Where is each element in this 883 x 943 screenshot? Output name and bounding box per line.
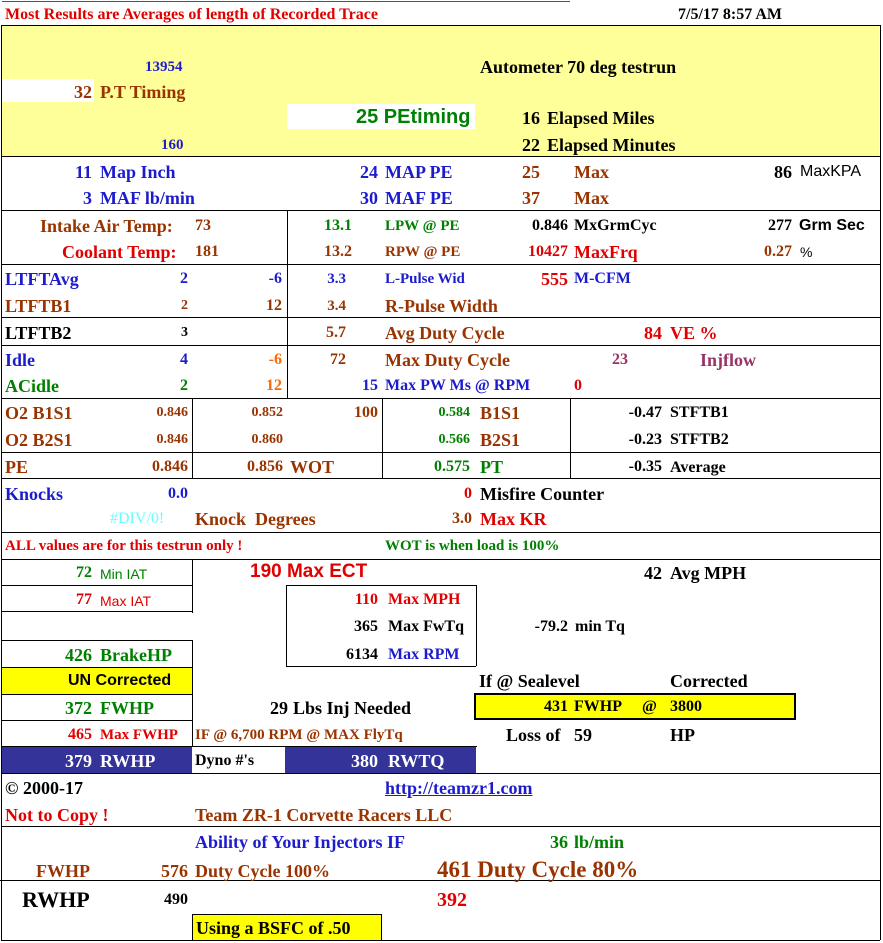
- elapsed-miles-value: 16: [522, 108, 540, 128]
- knock-div0: #DIV/0!: [110, 510, 165, 527]
- l-pulse-label: L-Pulse Wid: [385, 271, 465, 287]
- lpw-value: 13.1: [324, 217, 352, 234]
- ltftb1-a: 2: [181, 298, 188, 313]
- o2-b1s1-a: 0.846: [156, 405, 188, 420]
- o2-b2s1-d: 0.566: [438, 432, 470, 447]
- o2-b1s1-b: 0.852: [251, 405, 283, 420]
- pt-timing-label: P.T Timing: [100, 82, 186, 102]
- avg-duty-value: 5.7: [326, 324, 346, 341]
- loss-value: 59: [574, 725, 592, 745]
- min-tq-label: min Tq: [575, 618, 625, 635]
- knock-degrees-label: Knock Degrees: [195, 509, 316, 529]
- maxfrq-label: MaxFrq: [574, 242, 638, 262]
- averages-note: Most Results are Averages of length of Recorded Trace: [5, 6, 378, 23]
- elapsed-minutes-label: Elapsed Minutes: [547, 135, 676, 155]
- ltftb2-a: 3: [181, 325, 188, 340]
- brakehp-value: 426: [65, 645, 92, 665]
- max-iat-value: 77: [76, 591, 92, 608]
- number-160: 160: [161, 137, 184, 153]
- intake-air-temp-label: Intake Air Temp:: [40, 216, 173, 236]
- maxkpa-value: 86: [774, 162, 792, 182]
- rpw-value: 13.2: [324, 243, 352, 260]
- max-rpm-label: Max RPM: [388, 646, 460, 663]
- min-iat-label: Min IAT: [100, 566, 148, 582]
- max-duty-value: 72: [330, 351, 346, 368]
- o2-b1s1-c: 100: [354, 404, 378, 421]
- max-map-value: 25: [522, 162, 540, 182]
- injector-ability-heading: Ability of Your Injectors IF: [195, 832, 405, 852]
- maf-label: MAF lb/min: [100, 188, 195, 208]
- m-cfm-label: M-CFM: [574, 270, 631, 287]
- rwtq-label: RWTQ: [388, 751, 445, 771]
- sealevel-label: If @ Sealevel: [479, 671, 580, 691]
- copyright: © 2000-17: [5, 778, 83, 798]
- map-pe-label: MAP PE: [385, 162, 453, 182]
- stftb2-label: STFTB2: [670, 431, 729, 448]
- ltftavg-b: -6: [268, 270, 282, 287]
- ve-label: VE %: [670, 323, 718, 343]
- acidle-label: ACidle: [5, 376, 59, 396]
- avg-duty-label: Avg Duty Cycle: [385, 323, 505, 343]
- map-inch-value: 11: [74, 162, 92, 182]
- max-fwtq-value: 365: [354, 618, 378, 635]
- lpw-label: LPW @ PE: [385, 218, 460, 234]
- pe-value: 0.846: [152, 458, 188, 475]
- max-mph-label: Max MPH: [388, 591, 461, 608]
- ve-value: 84: [644, 323, 662, 343]
- ltftb1-b: 12: [266, 297, 282, 314]
- average-label: Average: [670, 459, 726, 476]
- rwhp-label: RWHP: [100, 751, 156, 771]
- max-pw-value: 15: [362, 377, 378, 394]
- pe-timing: 25 PEtiming: [356, 106, 471, 128]
- loss-label: Loss of: [506, 725, 561, 745]
- rwhp-100-value: 490: [164, 891, 188, 908]
- coolant-temp-label: Coolant Temp:: [62, 242, 177, 262]
- o2-b1s1-d: 0.584: [438, 405, 470, 420]
- lbs-inj-label: Lbs Inj Needed: [293, 698, 412, 718]
- loss-unit: HP: [670, 725, 695, 745]
- elapsed-minutes-value: 22: [522, 135, 540, 155]
- max-pw-label: Max PW Ms @ RPM: [385, 377, 531, 394]
- sealevel-at: @: [642, 698, 657, 715]
- map-inch-label: Map Inch: [100, 162, 176, 182]
- rwhp-value: 379: [65, 751, 92, 771]
- max-fwhp-label: Max FWHP: [100, 727, 178, 743]
- duty80-label: 461 Duty Cycle 80%: [437, 857, 639, 882]
- o2-b2s1-a: 0.846: [156, 432, 188, 447]
- dyno-numbers-label: Dyno #'s: [195, 752, 255, 769]
- grm-sec-value: 277: [768, 217, 792, 234]
- maxkpa-label: MaxKPA: [800, 163, 862, 180]
- if-6700-rpm-note: IF @ 6,700 RPM @ MAX FlyTq: [195, 727, 403, 743]
- acidle-b: 12: [266, 377, 282, 394]
- stftb1-value: -0.47: [628, 404, 662, 421]
- sealevel-fwhp-label: FWHP: [574, 698, 622, 715]
- min-iat-value: 72: [76, 564, 92, 581]
- idle-a: 4: [180, 351, 188, 368]
- pe-label: PE: [5, 457, 29, 477]
- not-to-copy: Not to Copy !: [5, 805, 109, 825]
- percent-label: %: [800, 244, 813, 260]
- company-name: Team ZR-1 Corvette Racers LLC: [195, 805, 453, 825]
- pt-o2-label: PT: [480, 457, 504, 477]
- rpw-label: RPW @ PE: [385, 244, 461, 260]
- wot-definition-note: WOT is when load is 100%: [385, 538, 560, 554]
- test-name: Autometer 70 deg testrun: [480, 57, 677, 77]
- map-pe-value: 24: [360, 162, 378, 182]
- uncorrected-label: UN Corrected: [68, 672, 172, 689]
- pt-o2-value: 0.575: [434, 458, 470, 475]
- wot-value: 0.856: [247, 458, 283, 475]
- avg-mph-value: 42: [644, 563, 662, 583]
- idle-label: Idle: [5, 350, 36, 370]
- maf-pe-value: 30: [360, 188, 378, 208]
- knocks-label: Knocks: [5, 484, 64, 504]
- fwhp-value: 372: [65, 698, 92, 718]
- stftb2-value: -0.23: [628, 431, 662, 448]
- max-kr-label: Max KR: [480, 509, 547, 529]
- average-value: -0.35: [628, 458, 662, 475]
- maf-pe-label: MAF PE: [385, 188, 453, 208]
- testrun-only-note: ALL values are for this testrun only !: [5, 538, 243, 554]
- max-iat-label: Max IAT: [100, 593, 152, 609]
- max-maf-label: Max: [574, 188, 609, 208]
- run-id-number: 13954: [145, 59, 183, 75]
- misfire-value: 0: [464, 485, 472, 502]
- o2-b1s1-d-label: B1S1: [480, 403, 521, 423]
- m-cfm-value: 555: [541, 269, 568, 289]
- r-pulse-value: 3.4: [327, 298, 346, 314]
- rwhp-80-value: 392: [437, 889, 467, 911]
- idle-b: -6: [268, 351, 282, 368]
- max-kr-value: 3.0: [452, 510, 472, 527]
- fwhp-label: FWHP: [100, 698, 154, 718]
- max-fwtq-label: Max FwTq: [388, 618, 464, 635]
- rwhp-blue-box: [2, 747, 192, 773]
- l-pulse-value: 3.3: [327, 271, 346, 287]
- o2-b2s1-label: O2 B2S1: [5, 430, 73, 450]
- misfire-label: Misfire Counter: [480, 484, 605, 504]
- bsfc-note: Using a BSFC of .50: [196, 918, 351, 938]
- duty100-label: Duty Cycle 100%: [195, 861, 330, 881]
- o2-b2s1-b: 0.860: [251, 432, 283, 447]
- coolant-temp-value: 181: [195, 243, 219, 260]
- stftb1-label: STFTB1: [670, 404, 729, 421]
- max-fwhp-value: 465: [68, 726, 92, 743]
- rwtq-blue-box: [285, 747, 476, 773]
- pt-timing-value: 32: [74, 82, 92, 102]
- duty100-value: 576: [161, 861, 188, 881]
- footer-fwhp-label: FWHP: [36, 861, 90, 881]
- max-pw-rpm: 0: [574, 377, 582, 394]
- knocks-value: 0.0: [168, 485, 188, 502]
- maf-value: 3: [83, 188, 92, 208]
- ltftavg-label: LTFTAvg: [5, 269, 79, 289]
- ltftb2-label: LTFTB2: [5, 323, 72, 343]
- maxfrq-value: 10427: [528, 243, 568, 260]
- mxgrmcyc-value: 0.846: [532, 217, 568, 234]
- max-mph-value: 110: [354, 591, 378, 608]
- rwtq-value: 380: [351, 751, 378, 771]
- header-top-rule: [2, 1, 570, 2]
- brakehp-label: BrakeHP: [100, 645, 172, 665]
- lb-min-label: lb/min: [574, 832, 625, 852]
- max-maf-value: 37: [522, 188, 540, 208]
- max-map-label: Max: [574, 162, 609, 182]
- max-rpm-value: 6134: [346, 646, 378, 663]
- ltftavg-a: 2: [180, 270, 188, 287]
- teamzr1-link[interactable]: http://teamzr1.com: [385, 778, 533, 798]
- r-pulse-label: R-Pulse Width: [385, 296, 498, 316]
- wot-label: WOT: [290, 457, 335, 477]
- min-tq-value: -79.2: [534, 618, 568, 635]
- percent-value: 0.27: [764, 243, 792, 260]
- corrected-label: Corrected: [670, 671, 748, 691]
- footer-rwhp-label: RWHP: [22, 887, 90, 912]
- lb-min-value: 36: [550, 832, 568, 852]
- o2-b1s1-label: O2 B1S1: [5, 403, 73, 423]
- sealevel-fwhp-value: 431: [544, 698, 568, 715]
- acidle-a: 2: [180, 377, 188, 394]
- elapsed-miles-label: Elapsed Miles: [547, 108, 655, 128]
- avg-mph-label: Avg MPH: [670, 563, 747, 583]
- mxgrmcyc-label: MxGrmCyc: [574, 217, 657, 234]
- max-ect: 190 Max ECT: [250, 561, 368, 582]
- ltftb1-label: LTFTB1: [5, 296, 72, 316]
- o2-b2s1-d-label: B2S1: [480, 430, 521, 450]
- intake-air-temp-value: 73: [195, 217, 211, 234]
- sealevel-rpm: 3800: [670, 698, 702, 715]
- grm-sec-label: Grm Sec: [799, 217, 865, 234]
- injflow-value: 23: [612, 351, 628, 368]
- report-datetime: 7/5/17 8:57 AM: [678, 6, 782, 23]
- lbs-inj-value: 29: [270, 698, 288, 718]
- max-duty-label: Max Duty Cycle: [385, 350, 510, 370]
- injflow-label: Injflow: [700, 350, 757, 370]
